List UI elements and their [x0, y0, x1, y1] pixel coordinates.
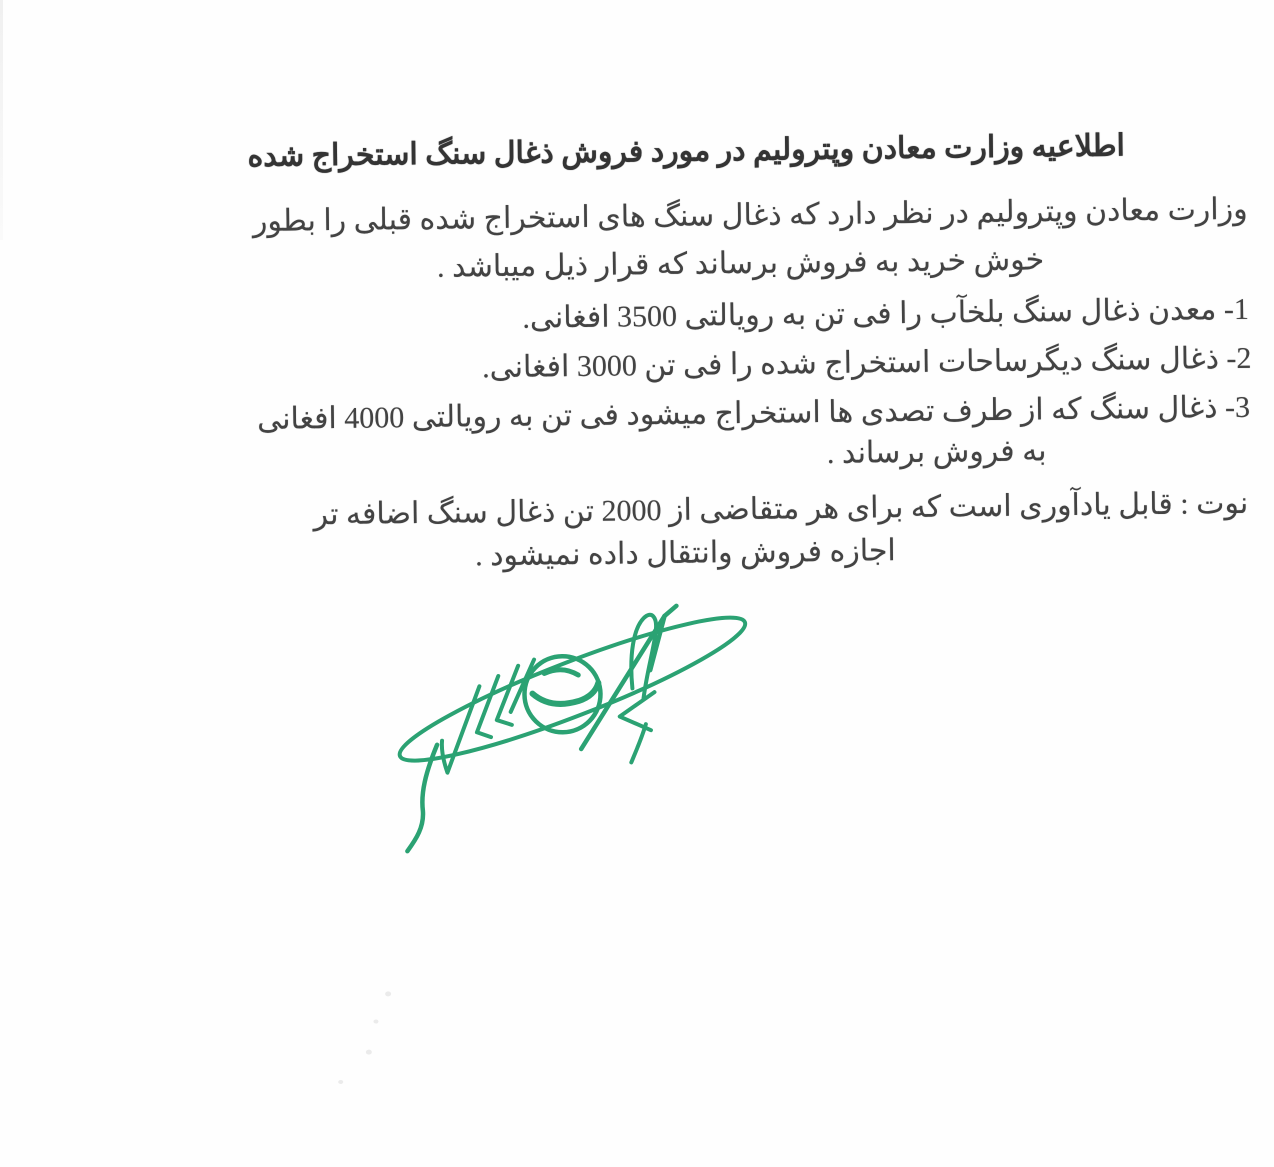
intro-paragraph-line-1: وزارت معادن وپترولیم در نظر دارد که ذغال سنگ های استخراج شده قبلی را بطور [252, 192, 1248, 238]
scan-speckle [385, 991, 391, 996]
signature-svg [383, 590, 810, 857]
list-item-1: 1- معدن ذغال سنگ بلخآب را فی تن به رویالتی 3500 افغانی. [522, 292, 1250, 335]
scan-speckle [373, 1020, 378, 1024]
note-paragraph-line-2: اجازه فروش وانتقال داده نمیشود . [474, 534, 896, 573]
list-item-3-line-2: به فروش برساند . [826, 434, 1047, 470]
signature-strokes [389, 597, 758, 852]
document-title: اطلاعیه وزارت معادن وپترولیم در مورد فروش ذغال سنگ استخراج شده [247, 129, 1126, 174]
signature-ink [383, 590, 810, 857]
scan-speckle [366, 1050, 372, 1055]
intro-paragraph-line-2: خوش خرید به فروش برساند که قرار ذیل میباشد . [436, 243, 1045, 284]
list-item-3-line-1: 3- ذغال سنگ که از طرف تصدی ها استخراج میشود فی تن به رویالتی 4000 افغانی [256, 390, 1251, 436]
list-item-2: 2- ذغال سنگ دیگرساحات استخراج شده را فی تن 3000 افغانی. [481, 341, 1252, 385]
scan-speckle [338, 1080, 343, 1084]
note-paragraph-line-1: نوت : قابل یادآوری است که برای هر متقاضی از 2000 تن ذغال سنگ اضافه تر [313, 486, 1249, 532]
